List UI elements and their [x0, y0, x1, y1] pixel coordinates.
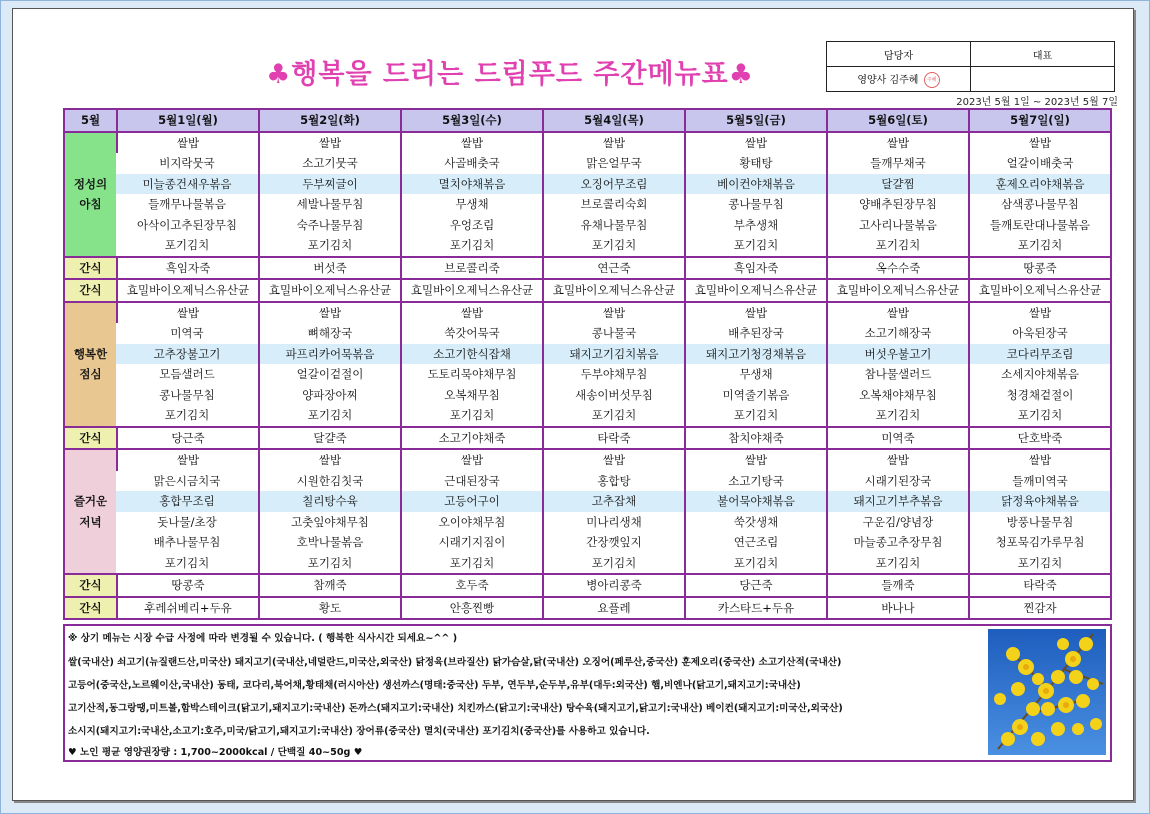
menu-cell: 소고기한식잡채	[400, 344, 542, 365]
lunch-row	[65, 323, 1110, 344]
snack-label: 간식	[65, 573, 116, 596]
menu-cell: 포기김치	[400, 553, 542, 574]
menu-cell: 달걀찜	[826, 174, 968, 195]
snack-cell: 효밀바이오제닉스유산균	[968, 278, 1110, 301]
breakfast-row	[65, 133, 1110, 154]
day-header: 5월4일(목)	[542, 110, 684, 133]
menu-cell: 황태탕	[684, 153, 826, 174]
snack-cell: 흑임자죽	[116, 256, 258, 279]
menu-cell: 돗나물/초장	[157, 514, 217, 529]
menu-cell: 콩나물무침	[684, 194, 826, 215]
menu-cell: 무생채	[684, 364, 826, 385]
menu-cell: 쌀밥	[968, 133, 1110, 154]
menu-cell: 쌀밥	[684, 448, 826, 471]
dinner-row	[65, 532, 1110, 553]
month-header: 5월	[65, 110, 116, 133]
menu-cell: 고춧잎야채무침	[258, 512, 400, 533]
menu-cell: 쌀밥	[542, 448, 684, 471]
approval-label-manager: 담당자	[827, 42, 971, 67]
menu-cell: 쑥갓생채	[684, 512, 826, 533]
menu-cell: 방풍나물무침	[968, 512, 1110, 533]
snack-cell: 황도	[258, 596, 400, 619]
menu-cell: 두부찌글이	[258, 174, 400, 195]
menu-cell: 사골배춧국	[400, 153, 542, 174]
dietitian-name: 영양사 김주혜	[857, 74, 919, 86]
menu-cell: 포기김치	[258, 235, 400, 256]
menu-cell: 소고기해장국	[826, 323, 968, 344]
menu-cell: 홍합무조림	[116, 491, 258, 512]
menu-cell: 포기김치	[684, 405, 826, 426]
snack-cell: 참치야채죽	[684, 426, 826, 449]
approval-label-ceo: 대표	[971, 42, 1115, 67]
lunch-row	[65, 364, 1110, 385]
menu-cell: 고추잡채	[542, 491, 684, 512]
menu-cell: 포기김치	[400, 405, 542, 426]
snack_pm-row	[65, 426, 1110, 449]
menu-cell: 쌀밥	[258, 133, 400, 154]
menu-cell: 청경채겉절이	[968, 385, 1110, 406]
menu-cell: 콩나물무침	[159, 387, 215, 402]
menu-cell: 고등어구이	[400, 491, 542, 512]
snack-cell: 땅콩죽	[116, 573, 258, 596]
menu-cell: 쌀밥	[684, 301, 826, 324]
header-row	[65, 110, 1110, 133]
snack_am2-row	[65, 278, 1110, 301]
menu-cell: 미나리생채	[542, 512, 684, 533]
note-line: 고등어(중국산,노르웨이산,국내산) 동태, 코다리,북어채,황태채(러시아산) 생선까스(명태:중국산) 두부, 연두부,순두부,유부(대두:외국산) 햄,비엔나(닭고기,돼지고기:국내산)	[68, 680, 801, 691]
menu-cell: 소고기탕국	[684, 471, 826, 492]
breakfast-row	[65, 153, 1110, 174]
note-line: ♥ 노인 평균 영양권장량 : 1,700~2000kcal / 단백질 40~50g ♥	[68, 747, 363, 758]
snack-cell: 바나나	[826, 596, 968, 619]
snack-cell: 효밀바이오제닉스유산균	[826, 278, 968, 301]
snack-cell: 들깨죽	[826, 573, 968, 596]
snack-cell: 요플레	[542, 596, 684, 619]
menu-cell: 마늘종고추장무침	[826, 532, 968, 553]
breakfast-row	[65, 174, 1110, 195]
menu-cell: 소고기뭇국	[258, 153, 400, 174]
menu-cell: 포기김치	[258, 405, 400, 426]
snack-cell: 연근죽	[542, 256, 684, 279]
snack-cell: 버섯죽	[258, 256, 400, 279]
snack-cell: 소고기야채죽	[400, 426, 542, 449]
snack-cell: 브로콜리죽	[400, 256, 542, 279]
menu-cell: 무생채	[400, 194, 542, 215]
menu-cell: 포기김치	[826, 553, 968, 574]
menu-cell: 코다리무조림	[968, 344, 1110, 365]
menu-cell: 쌀밥	[542, 133, 684, 154]
note-line: ※ 상기 메뉴는 시장 수급 사정에 따라 변경될 수 있습니다. ( 행복한 식사시간 되세요~^^ )	[68, 633, 458, 644]
menu-cell: 쌀밥	[400, 448, 542, 471]
breakfast-row	[65, 235, 1110, 256]
note-line: 쌀(국내산) 쇠고기(뉴질랜드산,미국산) 돼지고기(국내산,네덜란드,미국산,외국산) 닭정육(브라질산) 닭가슴살,닭(국내산) 오징어(페루산,중국산) 훈제오리(중국산) 소고기산적(국내산)	[68, 657, 842, 668]
menu-cell: 불어묵야채볶음	[684, 491, 826, 512]
snack-cell: 당근죽	[116, 426, 258, 449]
snack-cell: 병아리콩죽	[542, 573, 684, 596]
snack-label: 간식	[65, 256, 116, 279]
menu-cell: 비지락뭇국	[159, 156, 215, 170]
snack-cell: 찐감자	[968, 596, 1110, 619]
dinner-row	[65, 448, 1110, 471]
snack-label: 간식	[65, 278, 116, 301]
lunch-row	[65, 385, 1110, 406]
menu-cell: 쌀밥	[116, 448, 258, 471]
menu-cell: 아삭이고추된장무침	[137, 217, 237, 232]
lunch-label: 행복한 점심	[65, 301, 116, 426]
menu-cell: 얼갈이배춧국	[968, 153, 1110, 174]
menu-cell: 포기김치	[164, 408, 210, 422]
menu-cell: 모듬샐러드	[159, 367, 215, 381]
dinner-label: 즐거운 저녁	[65, 448, 116, 573]
snack-cell: 효밀바이오제닉스유산균	[542, 278, 684, 301]
menu-cell: 들깨미역국	[968, 471, 1110, 492]
snack-cell: 효밀바이오제닉스유산균	[400, 278, 542, 301]
dinner-row	[65, 553, 1110, 574]
menu-cell: 포기김치	[826, 405, 968, 426]
snack_ev2-row	[65, 596, 1110, 619]
menu-cell: 참나물샐러드	[826, 364, 968, 385]
menu-table	[63, 108, 1112, 620]
menu-cell: 쌀밥	[968, 301, 1110, 324]
menu-cell: 두부야채무침	[542, 364, 684, 385]
dinner-row	[65, 512, 1110, 533]
menu-cell: 유채나물무침	[542, 215, 684, 236]
menu-cell: 오복채무침	[400, 385, 542, 406]
menu-cell: 뼈해장국	[258, 323, 400, 344]
menu-cell: 베이컨야채볶음	[684, 174, 826, 195]
menu-cell: 호박나물볶음	[258, 532, 400, 553]
snack-cell: 효밀바이오제닉스유산균	[116, 278, 258, 301]
menu-cell: 쌀밥	[258, 301, 400, 324]
menu-cell: 숙주나물무침	[258, 215, 400, 236]
menu-cell: 미역국	[170, 326, 204, 340]
menu-cell: 훈제오리야채볶음	[968, 174, 1110, 195]
day-header: 5월1일(월)	[116, 110, 258, 133]
forsythia-image	[988, 629, 1106, 755]
menu-cell: 포기김치	[684, 235, 826, 256]
snack_ev-row	[65, 573, 1110, 596]
menu-cell: 쑥갓어묵국	[400, 323, 542, 344]
day-header: 5월5일(금)	[684, 110, 826, 133]
menu-cell: 칠리탕수육	[258, 491, 400, 512]
menu-cell: 맑은얼무국	[542, 153, 684, 174]
snack-cell: 후레쉬베리+두유	[116, 596, 258, 619]
notes-box	[63, 624, 1112, 762]
menu-cell: 포기김치	[164, 238, 210, 252]
snack-cell: 미역죽	[826, 426, 968, 449]
menu-cell: 포기김치	[542, 553, 684, 574]
menu-cell: 버섯우불고기	[826, 344, 968, 365]
menu-cell: 쌀밥	[116, 301, 258, 324]
note-line: 고기산적,동그랑땡,미트볼,함박스테이크(닭고기,돼지고기:국내산) 돈까스(돼지고기:국내산) 치킨까스(닭고기:국내산) 탕수육(돼지고기,닭고기:국내산) 베이컨(돼지고기:미국산,외국산)	[68, 703, 843, 714]
lunch-row	[65, 344, 1110, 365]
period-label: 2023년 5월 1일 ~ 2023년 5월 7일	[956, 97, 1118, 108]
snack-cell: 타락죽	[542, 426, 684, 449]
menu-cell: 쌀밥	[258, 448, 400, 471]
menu-cell: 포기김치	[164, 555, 210, 570]
menu-cell: 포기김치	[542, 405, 684, 426]
menu-cell: 브로콜리숙회	[542, 194, 684, 215]
menu-cell: 오복채야채무침	[826, 385, 968, 406]
menu-cell: 들깨무나물볶음	[148, 197, 226, 211]
menu-cell: 소세지야채볶음	[968, 364, 1110, 385]
menu-cell: 포기김치	[968, 405, 1110, 426]
menu-cell: 얼갈이겉절이	[258, 364, 400, 385]
menu-cell: 쌀밥	[684, 133, 826, 154]
menu-cell: 오징어무조림	[542, 174, 684, 195]
menu-cell: 포기김치	[826, 235, 968, 256]
menu-cell: 홍합탕	[542, 471, 684, 492]
menu-cell: 콩나물국	[542, 323, 684, 344]
menu-cell: 연근조림	[684, 532, 826, 553]
breakfast-label: 정성의 아침	[65, 133, 116, 256]
menu-cell: 쌀밥	[542, 301, 684, 324]
menu-cell: 고추장불고기	[116, 344, 258, 365]
approval-dietitian	[827, 67, 971, 92]
menu-cell: 시원한김칫국	[258, 471, 400, 492]
page-title: ♣행복을 드리는 드림푸드 주간메뉴표♣	[266, 59, 754, 90]
menu-cell: 쌀밥	[116, 133, 258, 154]
menu-cell: 쌀밥	[968, 448, 1110, 471]
menu-cell: 청포묵김가루무침	[968, 532, 1110, 553]
menu-cell: 양파장아찌	[258, 385, 400, 406]
menu-cell: 돼지고기김치볶음	[542, 344, 684, 365]
menu-cell: 포기김치	[968, 553, 1110, 574]
menu-cell: 간장깻잎지	[542, 532, 684, 553]
menu-cell: 고사리나물볶음	[826, 215, 968, 236]
menu-cell: 쌀밥	[826, 133, 968, 154]
menu-cell: 쌀밥	[400, 301, 542, 324]
menu-cell: 돼지고기청경채볶음	[684, 344, 826, 365]
stamp-icon: 주혜	[924, 72, 940, 88]
breakfast-row	[65, 215, 1110, 236]
menu-cell: 아욱된장국	[968, 323, 1110, 344]
snack-cell: 타락죽	[968, 573, 1110, 596]
menu-cell: 포기김치	[542, 235, 684, 256]
menu-cell: 포기김치	[258, 553, 400, 574]
approval-box	[826, 41, 1115, 92]
day-header: 5월7일(일)	[968, 110, 1110, 133]
menu-cell: 미역줄기볶음	[684, 385, 826, 406]
menu-cell: 오이야채무침	[400, 512, 542, 533]
snack_am-row	[65, 256, 1110, 279]
snack-cell: 달걀죽	[258, 426, 400, 449]
snack-cell: 땅콩죽	[968, 256, 1110, 279]
forsythia-drawing	[988, 629, 1106, 755]
approval-ceo-sign	[971, 67, 1115, 92]
snack-cell: 참깨죽	[258, 573, 400, 596]
menu-cell: 시래기된장국	[826, 471, 968, 492]
menu-cell: 파프리카어묵볶음	[258, 344, 400, 365]
note-line: 소시지(돼지고기:국내산,소고기:호주,미국/닭고기,돼지고기:국내산) 장어류(중국산) 멸치(국내산) 포기김치(중국산)를 사용하고 있습니다.	[68, 726, 650, 737]
menu-cell: 들깨토란대나물볶음	[968, 215, 1110, 236]
menu-cell: 포기김치	[968, 235, 1110, 256]
menu-cell: 구운김/양념장	[826, 512, 968, 533]
lunch-row	[65, 405, 1110, 426]
menu-cell: 쌀밥	[826, 301, 968, 324]
menu-cell: 포기김치	[684, 553, 826, 574]
menu-cell: 쌀밥	[400, 133, 542, 154]
menu-cell: 돼지고기부추볶음	[826, 491, 968, 512]
menu-cell: 우엉조림	[400, 215, 542, 236]
menu-cell: 배추나물무침	[153, 535, 221, 549]
lunch-row	[65, 301, 1110, 324]
dinner-row	[65, 471, 1110, 492]
menu-cell: 배추된장국	[684, 323, 826, 344]
snack-label: 간식	[65, 596, 116, 619]
day-header: 5월2일(화)	[258, 110, 400, 133]
snack-cell: 안흥찐빵	[400, 596, 542, 619]
snack-cell: 당근죽	[684, 573, 826, 596]
menu-cell: 닭정육야채볶음	[968, 491, 1110, 512]
menu-cell: 근대된장국	[400, 471, 542, 492]
menu-cell: 쌀밥	[826, 448, 968, 471]
menu-cell: 포기김치	[400, 235, 542, 256]
day-header: 5월6일(토)	[826, 110, 968, 133]
snack-cell: 단호박죽	[968, 426, 1110, 449]
menu-cell: 삼색콩나물무침	[968, 194, 1110, 215]
snack-cell: 카스타드+두유	[684, 596, 826, 619]
menu-cell: 양배추된장무침	[826, 194, 968, 215]
snack-cell: 흑임자죽	[684, 256, 826, 279]
menu-cell: 시래기지짐이	[400, 532, 542, 553]
breakfast-row	[65, 194, 1110, 215]
menu-cell: 새송이버섯무침	[542, 385, 684, 406]
menu-cell: 부추생채	[684, 215, 826, 236]
snack-label: 간식	[65, 426, 116, 449]
snack-cell: 옥수수죽	[826, 256, 968, 279]
menu-cell: 맑은시금치국	[153, 473, 221, 488]
menu-cell: 세발나물무침	[258, 194, 400, 215]
snack-cell: 효밀바이오제닉스유산균	[684, 278, 826, 301]
day-header: 5월3일(수)	[400, 110, 542, 133]
snack-cell: 효밀바이오제닉스유산균	[258, 278, 400, 301]
snack-cell: 호두죽	[400, 573, 542, 596]
dinner-row	[65, 491, 1110, 512]
menu-cell: 미늘종건새우볶음	[116, 174, 258, 195]
menu-cell: 들깨무채국	[826, 153, 968, 174]
menu-cell: 멸치야채볶음	[400, 174, 542, 195]
menu-cell: 도토리묵야채무침	[400, 364, 542, 385]
